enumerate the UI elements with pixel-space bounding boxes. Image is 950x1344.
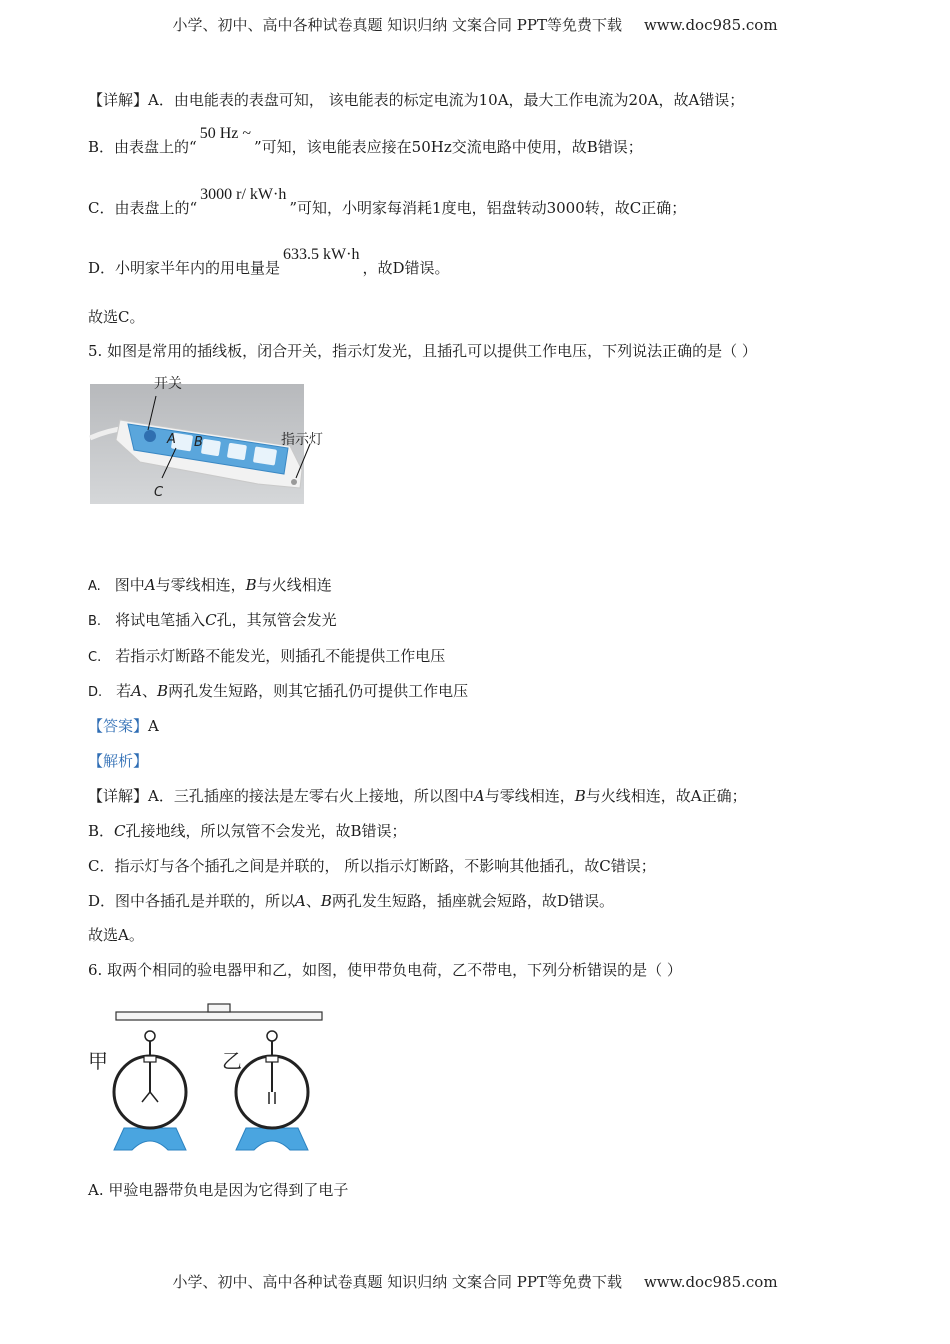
stopper-jia <box>144 1056 156 1062</box>
label-a: A <box>167 432 176 447</box>
header-url[interactable]: www.doc985.com <box>643 16 778 34</box>
power-strip-figure <box>88 370 348 510</box>
header-text: 小学、初中、高中各种试卷真题 知识归纳 文案合同 PPT等免费下载 <box>172 16 622 34</box>
electroscope-yi <box>222 1031 308 1150</box>
q6-option-a[interactable]: A. 甲验电器带负电是因为它得到了电子 <box>88 1181 349 1199</box>
rod-handle <box>208 1004 230 1012</box>
option-letter: C. <box>88 650 102 665</box>
knob-yi <box>267 1031 277 1041</box>
footer-text: 小学、初中、高中各种试卷真题 知识归纳 文案合同 PPT等免费下载 <box>172 1273 622 1291</box>
opt-a-post: 与火线相连 <box>256 576 332 594</box>
q6-stem: 6. 取两个相同的验电器甲和乙，如图，使甲带负电荷，乙不带电，下列分析错误的是（ ） <box>88 961 682 979</box>
socket-4-icon <box>253 446 277 465</box>
opt-a-mid: 与零线相连， <box>155 576 246 594</box>
formula-3000r: 3000 r/ kW·h <box>200 186 287 203</box>
d4-post: 两孔发生短路，插座就会短路，故D错误。 <box>331 892 614 910</box>
option-letter: A. <box>88 579 101 594</box>
label-indicator: 指示灯 <box>281 432 323 448</box>
label-switch: 开关 <box>154 376 182 392</box>
q4-line-a-text: A．由电能表的表盘可知， 该电能表的标定电流为10A，最大工作电流为20A，故A错误； <box>148 91 745 109</box>
opt-d-v2: B <box>157 682 169 700</box>
label-b: B <box>194 435 203 450</box>
opt-d-post: 两孔发生短路，则其它插孔仍可提供工作电压 <box>168 682 469 700</box>
d1-mid: 与零线相连， <box>484 787 575 805</box>
q5-detail-2 <box>88 821 407 841</box>
q4-line-b-pre: B．由表盘上的“ <box>88 138 197 156</box>
q4-choose: 故选C。 <box>88 308 145 326</box>
metal-rod <box>116 1012 322 1020</box>
answer-label: 【答案】 <box>88 717 149 735</box>
base-jia <box>114 1128 186 1150</box>
q4-detail-a <box>88 90 744 110</box>
q4-detail-d <box>88 246 450 279</box>
option-letter: B. <box>88 614 102 629</box>
q4-detail-b <box>88 125 643 158</box>
q5-detail-3: C．指示灯与各个插孔之间是并联的， 所以指示灯断路，不影响其他插孔，故C错误； <box>88 857 656 875</box>
formula-633: 633.5 kW·h <box>283 246 360 263</box>
q4-line-c-post: ”可知，小明家每消耗1度电，铝盘转动3000转，故C正确； <box>289 199 687 217</box>
switch-icon <box>144 430 156 442</box>
knob-jia <box>145 1031 155 1041</box>
q4-line-d-post: ，故D错误。 <box>362 259 450 277</box>
socket-2-icon <box>201 439 221 457</box>
formula-50hz: 50 Hz ~ <box>199 125 252 142</box>
q5-option-d[interactable] <box>88 681 468 703</box>
d2-pre: B． <box>88 822 115 840</box>
d1-v2: B <box>574 787 586 805</box>
electroscope-jia <box>88 1031 186 1150</box>
opt-a-v1: A <box>144 576 156 594</box>
q4-line-b-post: ”可知，该电能表应接在50Hz交流电路中使用，故B错误； <box>254 138 643 156</box>
d2-v1: C <box>114 822 126 840</box>
label-c: C <box>154 485 164 500</box>
d4-mid: 、 <box>305 892 321 910</box>
opt-d-pre: 若 <box>116 682 132 700</box>
detail-label: 【详解】 <box>88 91 149 109</box>
q5-analysis-label: 【解析】 <box>88 752 149 770</box>
q5-choose: 故选A。 <box>88 926 144 944</box>
q5-answer <box>88 716 159 736</box>
opt-d-mid: 、 <box>142 682 158 700</box>
opt-b-pre: 将试电笔插入 <box>115 611 206 629</box>
q4-line-d-pre: D．小明家半年内的用电量是 <box>88 259 281 277</box>
d1-pre: A．三孔插座的接法是左零右火上接地，所以图中 <box>148 787 474 805</box>
d4-pre: D．图中各插孔是并联的，所以 <box>88 892 296 910</box>
stopper-yi <box>266 1056 278 1062</box>
d4-v1: A <box>295 892 306 910</box>
opt-d-v1: A <box>131 682 143 700</box>
d2-post: 孔接地线，所以氖管不会发光，故B错误； <box>125 822 407 840</box>
opt-a-v2: B <box>245 576 257 594</box>
socket-3-icon <box>227 443 247 461</box>
page-footer <box>0 1271 950 1292</box>
q5-detail-1 <box>88 786 747 806</box>
opt-c-text: 若指示灯断路不能发光，则插孔不能提供工作电压 <box>115 647 446 665</box>
q5-option-a[interactable] <box>88 575 332 597</box>
detail-label: 【详解】 <box>88 787 149 805</box>
d4-v2: B <box>320 892 332 910</box>
option-letter: D. <box>88 685 103 700</box>
d1-v1: A <box>473 787 485 805</box>
base-yi <box>236 1128 308 1150</box>
indicator-light-icon <box>291 479 297 485</box>
opt-a-pre: 图中 <box>114 576 145 594</box>
footer-url[interactable]: www.doc985.com <box>643 1273 778 1291</box>
page-header <box>0 14 950 35</box>
electroscope-figure <box>84 1000 334 1160</box>
opt-b-v1: C <box>205 611 217 629</box>
q5-stem: 5. 如图是常用的插线板，闭合开关，指示灯发光，且插孔可以提供工作电压，下列说法正确的是（ ） <box>88 342 757 360</box>
q4-detail-c <box>88 186 687 219</box>
d1-post: 与火线相连，故A正确； <box>585 787 747 805</box>
q5-detail-4 <box>88 891 614 911</box>
q5-option-b[interactable] <box>88 610 337 632</box>
q5-option-c[interactable] <box>88 646 445 668</box>
opt-b-post: 孔，其氖管会发光 <box>216 611 337 629</box>
q4-line-c-pre: C．由表盘上的“ <box>88 199 198 217</box>
label-yi: 乙 <box>222 1049 242 1073</box>
label-jia: 甲 <box>88 1049 108 1073</box>
answer-value: A <box>148 717 159 735</box>
